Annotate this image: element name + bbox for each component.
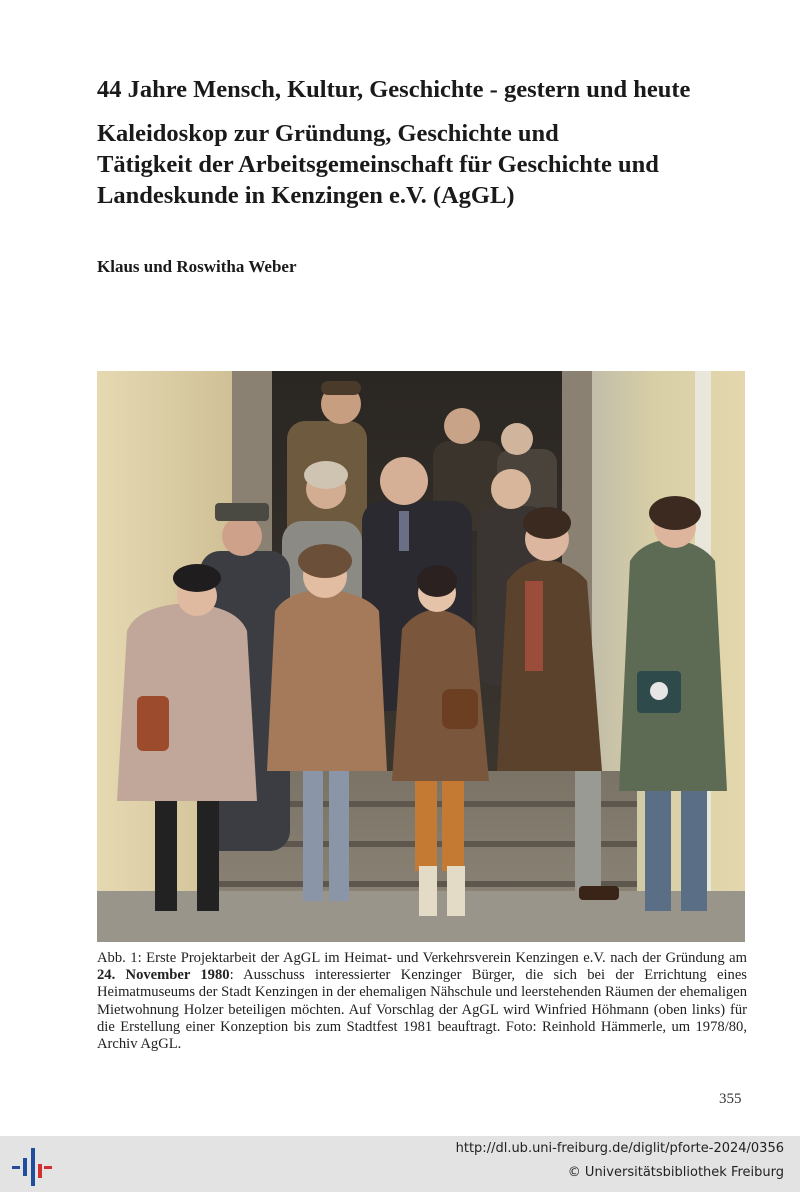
- ub-freiburg-logo-icon: [12, 1144, 52, 1186]
- authors: Klaus und Roswitha Weber: [97, 257, 297, 276]
- caption-text: Abb. 1: Erste Projektarbeit der AgGL im Heimat- und Verkehrsverein Kenzingen e.V. nach der Gründung am: [97, 950, 747, 966]
- figure-caption: [97, 950, 747, 1053]
- article-title-line: Kaleidoskop zur Gründung, Geschichte und: [97, 120, 559, 147]
- caption-text: : Ausschuss interessierter Kenzinger Bürger, die sich bei der Errichtung eines Heimatmuseums der Stadt Kenzingen in der ehemaligen Nähschule und leerstehenden Räumen der ehemaligen Mietwohnung Holzer beteiligen möchten. Auf Vorschlag der AgGL wird Winfried Höhmann (oben links) für die Erstellung einer Konzeption bis zum Stadtfest 1981 beauftragt. Foto: Reinhold Hämmerle, um 1978/80, Archiv AgGL.: [97, 967, 747, 1053]
- article-title: [97, 118, 757, 211]
- caption-date: 24. November 1980: [97, 967, 230, 984]
- copyright-notice: © Universitätsbibliothek Freiburg: [567, 1165, 784, 1180]
- footer-bar: [0, 1136, 800, 1192]
- article-title-line: Tätigkeit der Arbeitsgemeinschaft für Geschichte und: [97, 151, 659, 178]
- source-url-link[interactable]: http://dl.ub.uni-freiburg.de/diglit/pforte-2024/0356: [455, 1141, 784, 1156]
- group-photo: [97, 371, 745, 942]
- page-number: 355: [719, 1091, 742, 1107]
- series-title: 44 Jahre Mensch, Kultur, Geschichte - gestern und heute: [97, 76, 691, 103]
- article-title-line: Landeskunde in Kenzingen e.V. (AgGL): [97, 182, 515, 209]
